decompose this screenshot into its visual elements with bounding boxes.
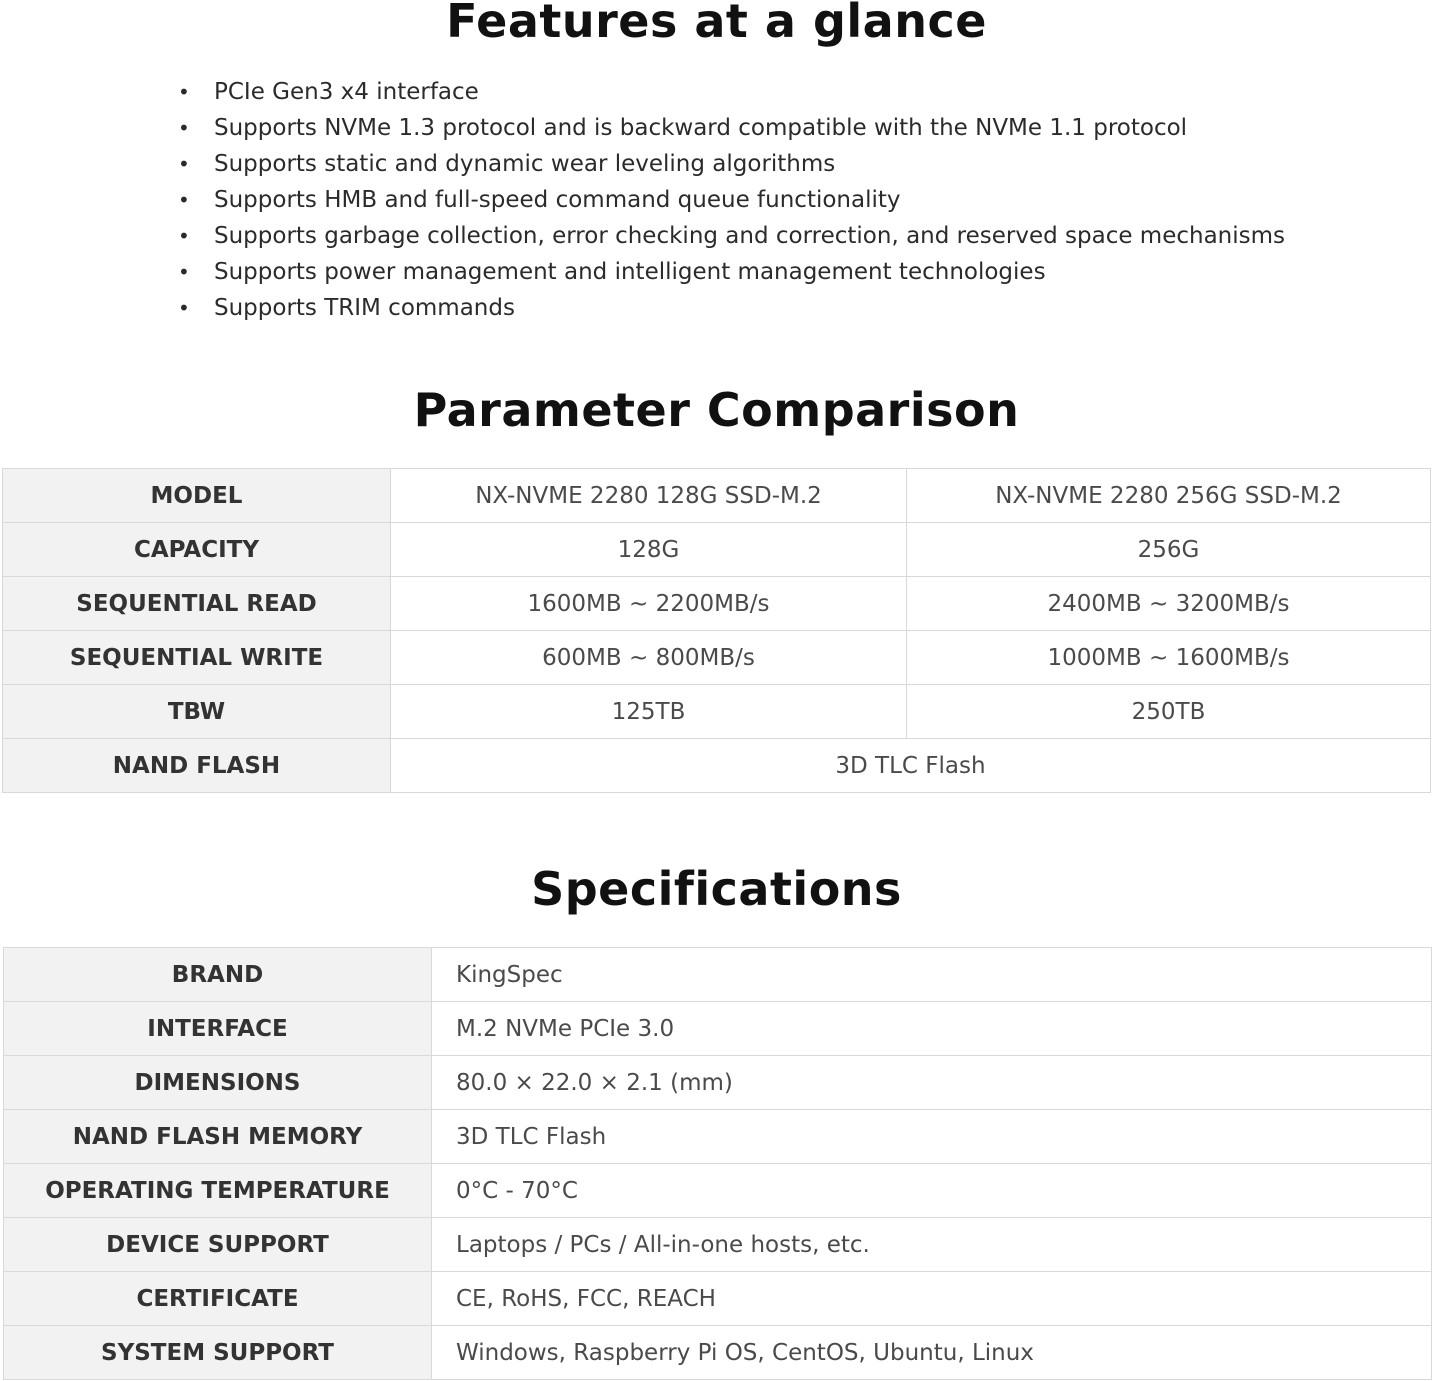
cell-256g: 250TB	[907, 685, 1431, 739]
parameter-comparison-table	[2, 468, 1431, 793]
row-label: TBW	[3, 685, 391, 739]
feature-item: • Supports NVMe 1.3 protocol and is backward compatible with the NVMe 1.1 protocol	[178, 110, 1285, 146]
cell-256g: 1000MB ~ 1600MB/s	[907, 631, 1431, 685]
row-label: NAND FLASH	[3, 739, 391, 793]
spec-label: CERTIFICATE	[4, 1272, 432, 1326]
row-label: MODEL	[3, 469, 391, 523]
row-label: CAPACITY	[3, 523, 391, 577]
feature-item: • Supports HMB and full-speed command queue functionality	[178, 182, 1285, 218]
cell-128g: 128G	[391, 523, 907, 577]
spec-value: M.2 NVMe PCIe 3.0	[432, 1002, 1432, 1056]
cell-256g: 256G	[907, 523, 1431, 577]
cell-128g: NX-NVME 2280 128G SSD-M.2	[391, 469, 907, 523]
spec-value: Laptops / PCs / All-in-one hosts, etc.	[432, 1218, 1432, 1272]
features-heading: Features at a glance	[446, 0, 987, 48]
feature-item: • Supports static and dynamic wear leveling algorithms	[178, 146, 1285, 182]
table-row	[4, 1326, 1432, 1380]
spec-label: DEVICE SUPPORT	[4, 1218, 432, 1272]
spec-value: 0°C - 70°C	[432, 1164, 1432, 1218]
spec-label: SYSTEM SUPPORT	[4, 1326, 432, 1380]
cell-256g: 2400MB ~ 3200MB/s	[907, 577, 1431, 631]
table-row	[4, 1056, 1432, 1110]
table-row	[3, 685, 1431, 739]
feature-item: • Supports power management and intelligent management technologies	[178, 254, 1285, 290]
table-row	[4, 948, 1432, 1002]
row-label: SEQUENTIAL WRITE	[3, 631, 391, 685]
spec-value: 3D TLC Flash	[432, 1110, 1432, 1164]
spec-value: Windows, Raspberry Pi OS, CentOS, Ubuntu, Linux	[432, 1326, 1432, 1380]
spec-label: OPERATING TEMPERATURE	[4, 1164, 432, 1218]
spec-label: DIMENSIONS	[4, 1056, 432, 1110]
spec-label: INTERFACE	[4, 1002, 432, 1056]
feature-item: • Supports garbage collection, error checking and correction, and reserved space mechanisms	[178, 218, 1285, 254]
spec-value: KingSpec	[432, 948, 1432, 1002]
feature-item: • Supports TRIM commands	[178, 290, 1285, 326]
spec-value: 80.0 × 22.0 × 2.1 (mm)	[432, 1056, 1432, 1110]
table-row	[3, 577, 1431, 631]
spec-value: CE, RoHS, FCC, REACH	[432, 1272, 1432, 1326]
table-row	[3, 739, 1431, 793]
parameter-comparison-heading: Parameter Comparison	[413, 383, 1020, 437]
table-row	[3, 469, 1431, 523]
table-row	[4, 1218, 1432, 1272]
specifications-table	[3, 947, 1432, 1380]
feature-item: • PCIe Gen3 x4 interface	[178, 74, 1285, 110]
table-row	[4, 1272, 1432, 1326]
cell-merged: 3D TLC Flash	[391, 739, 1431, 793]
table-row	[4, 1110, 1432, 1164]
spec-label: BRAND	[4, 948, 432, 1002]
spec-label: NAND FLASH MEMORY	[4, 1110, 432, 1164]
cell-128g: 600MB ~ 800MB/s	[391, 631, 907, 685]
features-list	[178, 74, 1285, 326]
table-row	[4, 1164, 1432, 1218]
cell-128g: 1600MB ~ 2200MB/s	[391, 577, 907, 631]
cell-256g: NX-NVME 2280 256G SSD-M.2	[907, 469, 1431, 523]
table-row	[3, 523, 1431, 577]
row-label: SEQUENTIAL READ	[3, 577, 391, 631]
table-row	[3, 631, 1431, 685]
specifications-heading: Specifications	[531, 862, 902, 916]
cell-128g: 125TB	[391, 685, 907, 739]
table-row	[4, 1002, 1432, 1056]
